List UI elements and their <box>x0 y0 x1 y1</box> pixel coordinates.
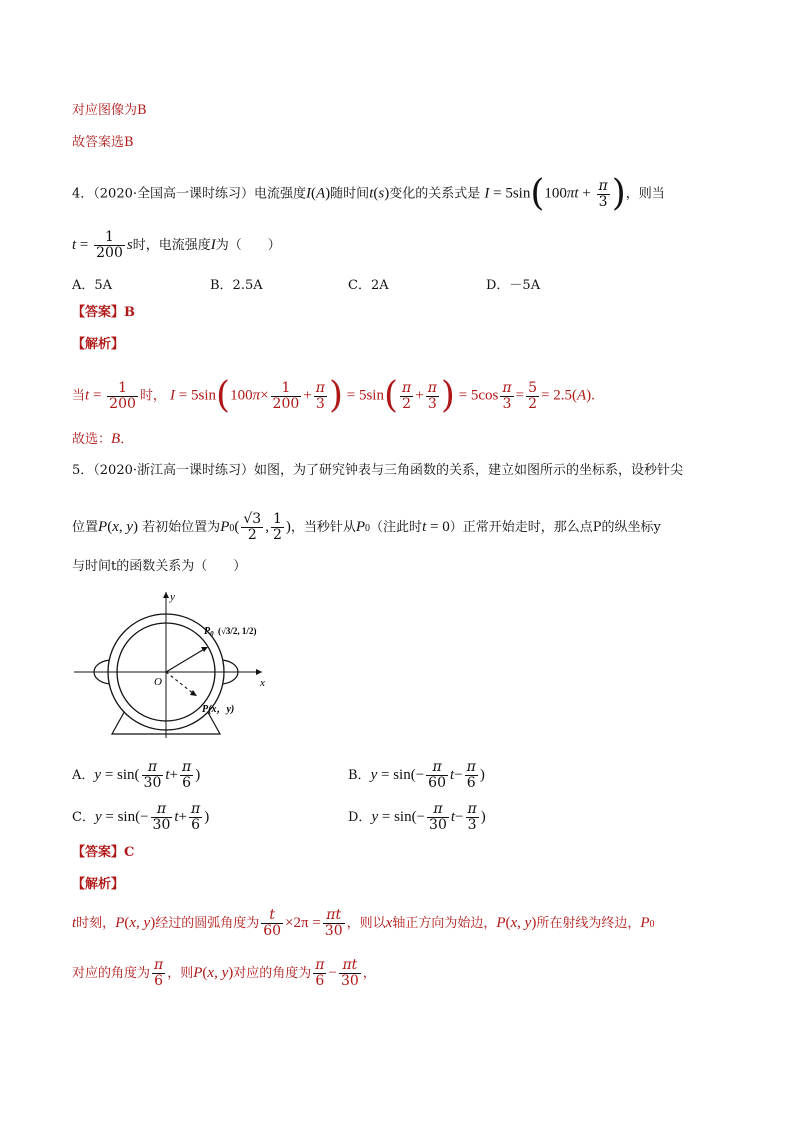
q5-stem-3: 与时间t的函数关系为（ ） <box>72 559 247 574</box>
p0-coords: (√3/2, 1/2) <box>218 626 257 636</box>
q5-solution-2: 对应的角度为 $\frac{\pi}{6}$ ，则P(x, y)对应的角度为 $\frac{\pi}{6}$ − $\frac{\pi t}{30}$ ， <box>72 957 376 989</box>
y-axis-arrow <box>163 592 169 598</box>
p-label: P(x，y) <box>202 704 235 715</box>
clock-diagram <box>72 588 282 748</box>
q4-option-d: D．－5A <box>486 278 541 293</box>
p0-label: $P_0$ <box>204 626 214 638</box>
q5-solution-1: t时刻，P(x, y)经过的圆弧角度为 $\frac{t}{60}$ ×2π = $\frac{\pi t}{30}$ ，则以x轴正方向为始边，P(x, y)所在射线为终边，P0 <box>72 907 655 939</box>
q4-stem-2: t = $\frac{1}{200}$ s时，电流强度I为（ ） <box>72 229 281 261</box>
q4-choice: 故选：B． <box>72 431 134 447</box>
q4-stem: 4．（2020·全国高一课时练习）电流强度I(A)随时间t(s)变化的关系式是 I = 5sin(100πt + $\frac{\pi}{3}$ )，则当 <box>72 173 665 214</box>
q5-option-a: A．y = sin( $\frac{\pi}{30}$ t+ $\frac{\pi}{6}$ ) <box>72 759 201 791</box>
clock-figure <box>72 588 282 748</box>
origin-label: O <box>154 676 162 688</box>
q5-analysis-label: 【解析】 <box>72 877 125 892</box>
y-axis-label: y <box>170 591 175 603</box>
q4-option-b: B．2.5A <box>210 278 263 293</box>
x-axis-arrow <box>256 669 262 675</box>
q4-solution: 当t = $\frac{1}{200}$ 时， I = 5sin(100π× $\frac{1}{200}$ + $\frac{\pi}{3}$ ) = 5sin( $\frac{\pi}{2}$ + $\frac{\pi}{3}$ ) = 5cos $\frac{\pi}{3}$ = $\frac{5}{2}$ = 2.5(A). <box>72 375 595 416</box>
q4-answer: 【答案】B <box>72 305 136 320</box>
q5-option-c: C．y = sin(− $\frac{\pi}{30}$ t+ $\frac{\pi}{6}$ ) <box>72 801 210 833</box>
text-line: 故答案选B <box>72 135 134 150</box>
q4-option-a: A．5A <box>72 278 113 293</box>
q5-answer: 【答案】C <box>72 845 135 860</box>
q5-option-d: D．y = sin(− $\frac{\pi}{30}$ t− $\frac{\pi}{3}$ ) <box>348 801 486 833</box>
q5-option-b: B．y = sin(− $\frac{\pi}{60}$ t− $\frac{\pi}{6}$ ) <box>348 759 485 791</box>
q5-stem-2: 位置P(x, y) 若初始位置为P0( $\frac{√3}{2}$ , $\frac{1}{2}$ )，当秒针从P0（注此时t = 0）正常开始走时，那么点P的纵坐标y <box>72 511 661 543</box>
q4-option-c: C．2A <box>348 278 389 293</box>
text-line: 对应图像为B <box>72 103 147 118</box>
x-axis-label: x <box>260 677 265 689</box>
q5-stem: 5．（2020·浙江高一课时练习）如图，为了研究钟表与三角函数的关系，建立如图所示的坐标系，设秒针尖 <box>72 463 683 478</box>
q4-analysis-label: 【解析】 <box>72 337 125 352</box>
